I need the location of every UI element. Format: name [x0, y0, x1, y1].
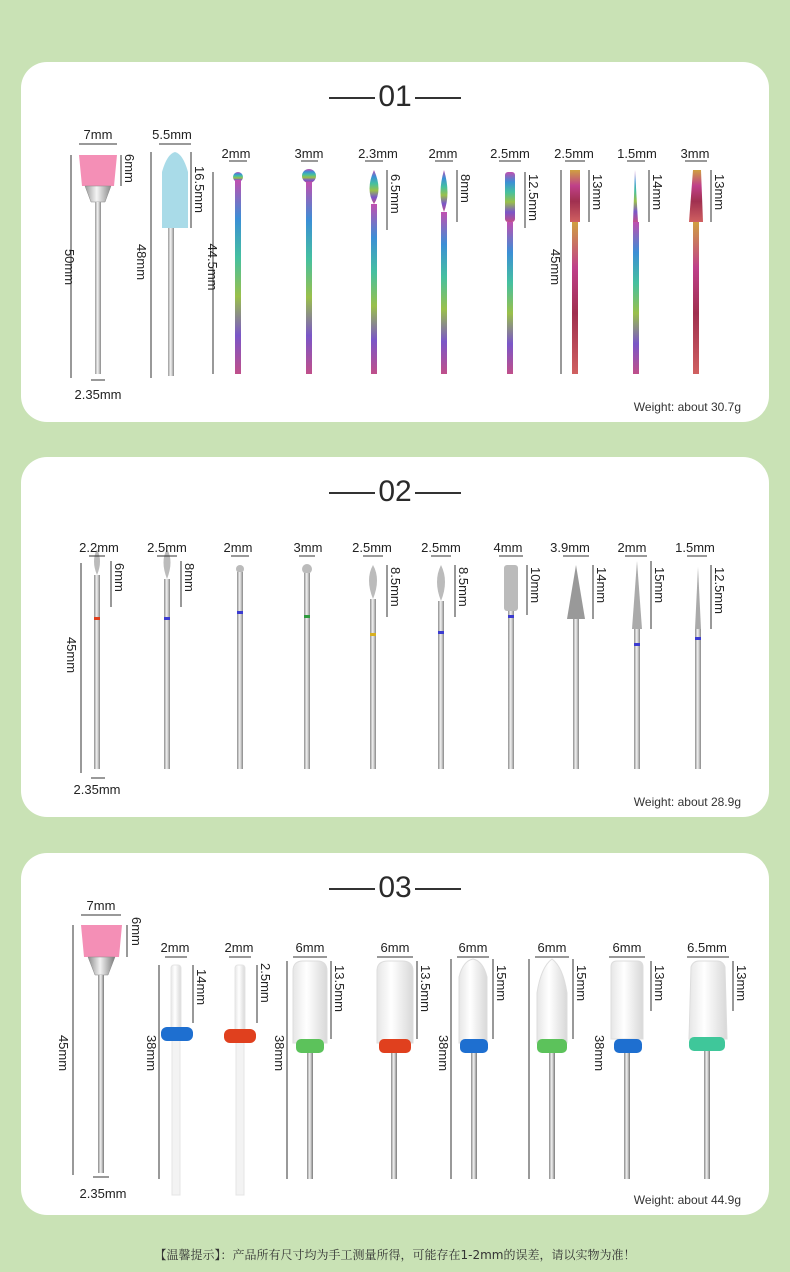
label-h10: 12.5mm	[712, 567, 727, 614]
rainbow-bit-5	[370, 170, 379, 374]
ceramic-cone-bit-2	[537, 959, 567, 1179]
label-h9: 15mm	[652, 567, 667, 604]
label-d7: 4mm	[493, 540, 523, 555]
label-d6: 2mm	[428, 146, 458, 161]
label-d2: 2mm	[160, 940, 190, 955]
label-d9: 2mm	[617, 540, 647, 555]
diamond-bit-3	[236, 565, 244, 769]
label-d4: 6mm	[295, 940, 325, 955]
rainbow-bit-9	[633, 170, 639, 374]
label-h6: 15mm	[494, 965, 509, 1002]
label-h4: 13.5mm	[332, 965, 347, 1012]
panel-number: 01	[378, 80, 412, 113]
label-h1: 6mm	[122, 154, 137, 183]
label-d6: 2.5mm	[421, 540, 461, 555]
label-len1: 45mm	[56, 1034, 71, 1072]
label-shank: 2.35mm	[73, 782, 121, 797]
label-h8: 13mm	[652, 965, 667, 1002]
diamond-bit-2	[164, 549, 171, 769]
label-h2: 16.5mm	[192, 166, 207, 213]
panel-number: 03	[378, 871, 412, 904]
label-len7: 38mm	[592, 1034, 607, 1072]
ceramic-barrel-bit-4	[689, 961, 727, 1179]
label-len4: 38mm	[272, 1034, 287, 1072]
ceramic-barrel-bit-3	[611, 961, 643, 1179]
label-h3: 2.5mm	[258, 963, 273, 1003]
label-h5: 13.5mm	[418, 965, 433, 1012]
label-d3: 2mm	[223, 540, 253, 555]
label-h9: 13mm	[734, 965, 749, 1002]
diamond-bit-5	[369, 565, 377, 769]
diamond-bit-6	[437, 565, 445, 769]
label-d8: 3.9mm	[550, 540, 590, 555]
ceramic-needle-bit-2	[224, 965, 256, 1195]
label-d4: 3mm	[293, 540, 323, 555]
label-d2: 5.5mm	[152, 127, 192, 142]
panel-02	[21, 457, 769, 817]
label-d1: 7mm	[83, 127, 113, 142]
label-h7: 15mm	[574, 965, 589, 1002]
bits-illustration	[21, 853, 769, 1215]
diamond-bit-1	[94, 549, 100, 769]
label-h2: 8mm	[182, 563, 197, 592]
weight-label: Weight: about 44.9g	[633, 1193, 741, 1207]
label-d10: 1.5mm	[675, 540, 715, 555]
ceramic-barrel-bit-1	[293, 961, 327, 1179]
label-h10: 13mm	[712, 174, 727, 211]
label-d3: 2mm	[221, 146, 251, 161]
diamond-bit-8	[567, 565, 585, 769]
label-h5: 8.5mm	[388, 567, 403, 607]
label-d8: 6mm	[612, 940, 642, 955]
label-len6: 38mm	[436, 1034, 451, 1072]
label-h5: 6.5mm	[388, 174, 403, 214]
bits-illustration	[21, 457, 769, 817]
label-h7: 10mm	[528, 567, 543, 604]
label-d9: 1.5mm	[617, 146, 657, 161]
label-h6: 8mm	[458, 174, 473, 203]
diamond-bit-7	[504, 565, 518, 769]
diamond-bit-9	[632, 561, 642, 769]
silicone-bit	[162, 152, 188, 376]
label-len2: 48mm	[134, 243, 149, 281]
ceramic-barrel-bit-2	[377, 961, 413, 1179]
rainbow-bit-4	[302, 169, 316, 374]
weight-label: Weight: about 30.7g	[633, 400, 741, 414]
label-shank: 2.35mm	[74, 387, 122, 402]
label-h2: 14mm	[194, 969, 209, 1006]
pink-brush-bit	[79, 155, 117, 374]
rainbow-bit-3	[233, 172, 243, 374]
label-h1: 6mm	[112, 563, 127, 592]
weight-label: Weight: about 28.9g	[633, 795, 741, 809]
label-h7: 12.5mm	[526, 174, 541, 221]
ceramic-needle-bit-1	[161, 965, 193, 1195]
label-h9: 14mm	[650, 174, 665, 211]
ceramic-cone-bit-1	[459, 959, 488, 1179]
rainbow-bit-8	[570, 170, 580, 374]
pink-brush-bit	[81, 925, 122, 1173]
rainbow-bit-7	[505, 172, 515, 374]
label-d7: 6mm	[537, 940, 567, 955]
diamond-bit-10	[695, 567, 701, 769]
panel-number: 02	[378, 475, 412, 508]
label-d9: 6.5mm	[687, 940, 727, 955]
panel-01	[21, 62, 769, 422]
label-d4: 3mm	[294, 146, 324, 161]
label-h8: 14mm	[594, 567, 609, 604]
rainbow-bit-6	[441, 170, 448, 374]
label-h1: 6mm	[129, 917, 144, 946]
label-d1: 7mm	[86, 898, 116, 913]
label-d7: 2.5mm	[490, 146, 530, 161]
label-d5: 6mm	[380, 940, 410, 955]
label-len: 45mm	[64, 636, 79, 674]
panel-03	[21, 853, 769, 1215]
label-shank: 2.35mm	[79, 1186, 127, 1201]
footer-note: 【温馨提示】：产品所有尺寸均为手工测量所得，可能存在1-2mm的误差，请以实物为准！	[154, 1248, 636, 1262]
rainbow-bit-10	[689, 170, 703, 374]
label-d6: 6mm	[458, 940, 488, 955]
label-d8: 2.5mm	[554, 146, 594, 161]
label-len2: 38mm	[144, 1034, 159, 1072]
label-h8: 13mm	[590, 174, 605, 211]
label-d10: 3mm	[680, 146, 710, 161]
bits-illustration	[21, 62, 769, 422]
label-d5: 2.3mm	[358, 146, 398, 161]
label-len1: 50mm	[62, 248, 77, 286]
label-len8: 45mm	[548, 248, 563, 286]
label-len3: 44.5mm	[205, 243, 220, 291]
diamond-bit-4	[302, 564, 312, 769]
label-d5: 2.5mm	[352, 540, 392, 555]
label-d3: 2mm	[224, 940, 254, 955]
label-h6: 8.5mm	[456, 567, 471, 607]
label-d2: 2.5mm	[147, 540, 187, 555]
label-d1: 2.2mm	[79, 540, 119, 555]
